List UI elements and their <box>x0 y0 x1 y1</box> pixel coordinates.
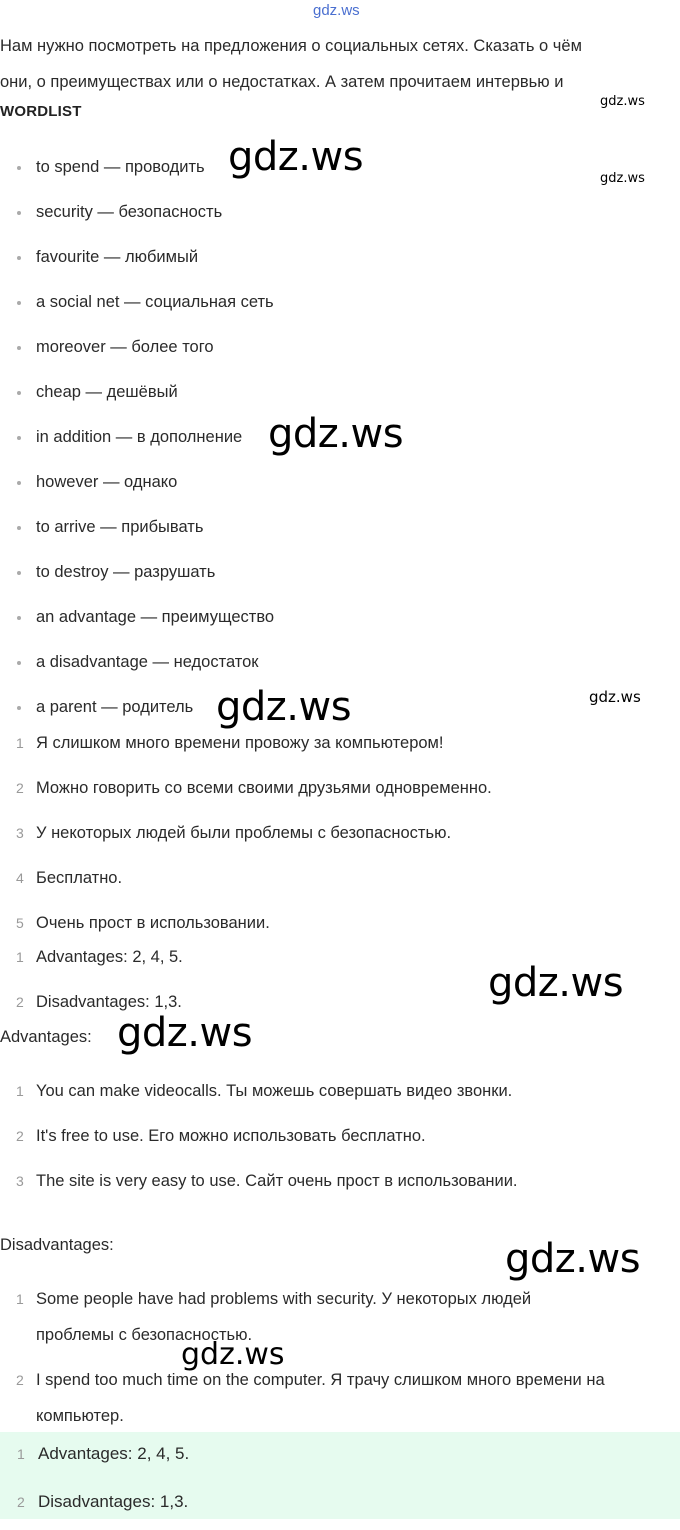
advantage-text: It's free to use. Его можно использовать бесплатно. <box>36 1127 426 1145</box>
advantages-label: Advantages: <box>0 1028 92 1046</box>
bullet-icon <box>17 706 21 710</box>
item-number: 1 <box>16 949 24 965</box>
bullet-icon <box>17 256 21 260</box>
answer-text: Advantages: 2, 4, 5. <box>38 1444 190 1463</box>
answer-row <box>0 1482 680 1530</box>
list-item <box>0 190 680 235</box>
item-number: 1 <box>16 1291 24 1307</box>
item-number: 1 <box>16 1083 24 1099</box>
advantage-text: The site is very easy to use. Сайт очень прост в использовании. <box>36 1172 518 1190</box>
wordlist-entry: to arrive — прибывать <box>36 518 204 536</box>
intro-paragraph <box>0 28 680 100</box>
wordlist-entry: however — однако <box>36 473 178 491</box>
wordlist-entry: security — безопасность <box>36 203 223 221</box>
advantages-list <box>0 1069 680 1204</box>
bullet-icon <box>17 481 21 485</box>
list-item <box>0 460 680 505</box>
disadvantages-list <box>0 1281 680 1434</box>
disadvantages-label: Disadvantages: <box>0 1236 114 1254</box>
list-item <box>0 1069 680 1114</box>
disadvantage-text-continued: компьютер. <box>36 1407 124 1425</box>
bullet-icon <box>17 571 21 575</box>
sentence-text: Очень прост в использовании. <box>36 914 270 932</box>
item-number: 1 <box>16 735 24 751</box>
watermark-text: gdz.ws <box>488 960 624 1006</box>
sentence-text: Я слишком много времени провожу за компьютером! <box>36 734 444 752</box>
summary-text: Disadvantages: 1,3. <box>36 993 182 1011</box>
bullet-icon <box>17 211 21 215</box>
wordlist-entry: a parent — родитель <box>36 698 194 716</box>
item-number: 2 <box>16 780 24 796</box>
watermark-text: gdz.ws <box>216 684 352 730</box>
sentence-text: Можно говорить со всеми своими друзьями одновременно. <box>36 779 492 797</box>
sentence-text: У некоторых людей были проблемы с безопасностью. <box>36 824 452 842</box>
item-number: 3 <box>16 1173 24 1189</box>
wordlist-heading: WORDLIST <box>0 103 82 120</box>
wordlist-entry: to destroy — разрушать <box>36 563 216 581</box>
list-item <box>0 1362 680 1434</box>
list-item <box>0 811 680 856</box>
list-item <box>0 370 680 415</box>
watermark-text: gdz.ws <box>181 1337 285 1372</box>
watermark-text: gdz.ws <box>505 1236 641 1282</box>
sentences-list <box>0 721 680 946</box>
list-item <box>0 280 680 325</box>
list-item <box>0 505 680 550</box>
wordlist-entry: a social net — социальная сеть <box>36 293 274 311</box>
watermark-text: gdz.ws <box>589 688 641 706</box>
list-item <box>0 1281 680 1362</box>
wordlist-entry: a disadvantage — недостаток <box>36 653 259 671</box>
bullet-icon <box>17 301 21 305</box>
bullet-icon <box>17 391 21 395</box>
intro-line: Нам нужно посмотреть на предложения о социальных сетях. Сказать о чём <box>0 37 582 55</box>
item-number: 2 <box>16 994 24 1010</box>
wordlist-entry: in addition — в дополнение <box>36 428 243 446</box>
list-item <box>0 766 680 811</box>
answer-row <box>0 1434 680 1482</box>
disadvantage-text-continued: проблемы с безопасностью. <box>36 1326 253 1344</box>
wordlist-entry: an advantage — преимущество <box>36 608 275 626</box>
list-item <box>0 1159 680 1204</box>
list-item <box>0 235 680 280</box>
bullet-icon <box>17 436 21 440</box>
list-item <box>0 640 680 685</box>
answer-text: Disadvantages: 1,3. <box>38 1492 189 1511</box>
item-number: 3 <box>16 825 24 841</box>
item-number: 2 <box>17 1494 25 1510</box>
list-item <box>0 1114 680 1159</box>
list-item <box>0 856 680 901</box>
disadvantage-text: I spend too much time on the computer. Я трачу слишком много времени на <box>36 1371 605 1389</box>
bullet-icon <box>17 661 21 665</box>
sentence-text: Бесплатно. <box>36 869 123 887</box>
bullet-icon <box>17 616 21 620</box>
item-number: 2 <box>16 1128 24 1144</box>
list-item <box>0 325 680 370</box>
item-number: 1 <box>17 1446 25 1462</box>
bullet-icon <box>17 346 21 350</box>
answer-box <box>0 1432 680 1519</box>
bullet-icon <box>17 526 21 530</box>
advantage-text: You can make videocalls. Ты можешь совершать видео звонки. <box>36 1082 513 1100</box>
disadvantage-text: Some people have had problems with security. У некоторых людей <box>36 1290 532 1308</box>
wordlist-entry: moreover — более того <box>36 338 214 356</box>
bullet-icon <box>17 166 21 170</box>
item-number: 5 <box>16 915 24 931</box>
intro-line: они, о преимуществах или о недостатках. А затем прочитаем интервью и <box>0 73 564 91</box>
list-item <box>0 595 680 640</box>
wordlist-entry: cheap — дешёвый <box>36 383 178 401</box>
wordlist-entry: favourite — любимый <box>36 248 199 266</box>
watermark-text: gdz.ws <box>600 94 645 109</box>
site-watermark-top: gdz.ws <box>313 2 360 19</box>
item-number: 2 <box>16 1372 24 1388</box>
watermark-text: gdz.ws <box>228 134 364 180</box>
list-item <box>0 550 680 595</box>
watermark-text: gdz.ws <box>117 1010 253 1056</box>
watermark-text: gdz.ws <box>600 171 645 186</box>
wordlist-entry: to spend — проводить <box>36 158 205 176</box>
watermark-text: gdz.ws <box>268 411 404 457</box>
item-number: 4 <box>16 870 24 886</box>
summary-text: Advantages: 2, 4, 5. <box>36 948 183 966</box>
